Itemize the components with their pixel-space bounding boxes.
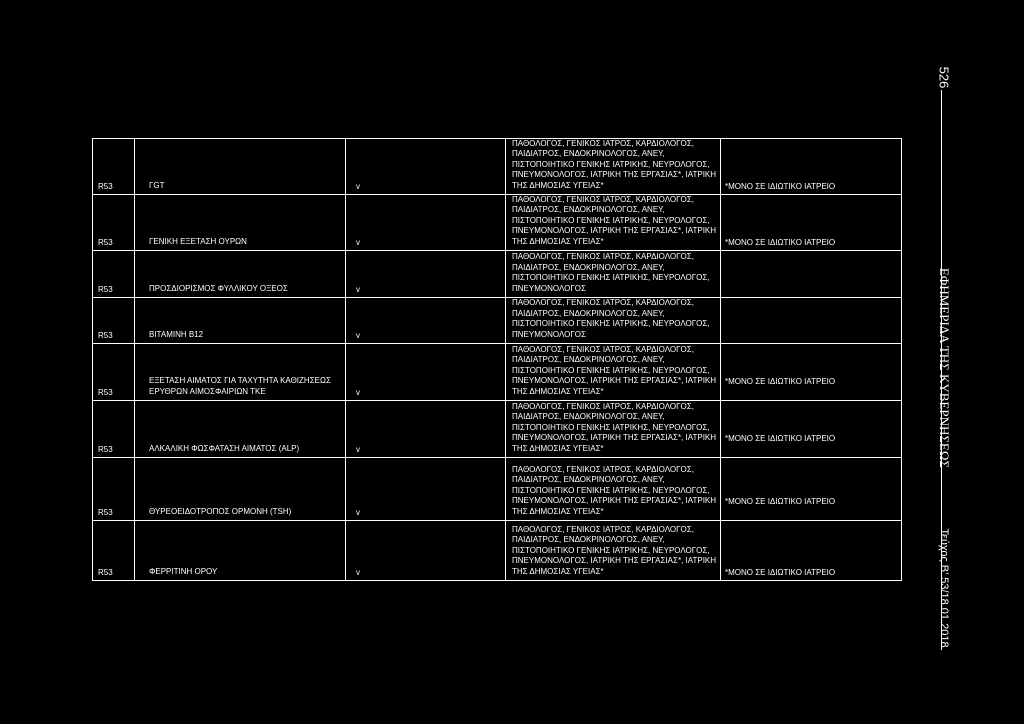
row-code: R53 xyxy=(98,331,113,340)
row-specialties: ΠΑΘΟΛΟΓΟΣ, ΓΕΝΙΚΟΣ ΙΑΤΡΟΣ, ΚΑΡΔΙΟΛΟΓΟΣ, ΠΑΙΔΙΑΤΡΟΣ, ΕΝΔΟΚΡΙΝΟΛΟΓΟΣ, ΑΝΕΥ, ΠΙΣΤΟΠΟΙΗΤΙΚΟ ΓΕΝΙΚΗΣ ΙΑΤΡΙΚΗΣ, ΝΕΥΡΟΛΟΓΟΣ, ΠΝΕΥΜΟΝΟΛΟΓΟΣ, ΙΑΤΡΙΚΗ ΤΗΣ ΕΡΓΑΣΙΑΣ*, ΙΑΤΡΙΚΗ ΤΗΣ ΔΗΜΟΣΙΑΣ ΥΓΕΙΑΣ* xyxy=(512,194,717,246)
table-row xyxy=(92,194,902,250)
row-specialties: ΠΑΘΟΛΟΓΟΣ, ΓΕΝΙΚΟΣ ΙΑΤΡΟΣ, ΚΑΡΔΙΟΛΟΓΟΣ, ΠΑΙΔΙΑΤΡΟΣ, ΕΝΔΟΚΡΙΝΟΛΟΓΟΣ, ΑΝΕΥ, ΠΙΣΤΟΠΟΙΗΤΙΚΟ ΓΕΝΙΚΗΣ ΙΑΤΡΙΚΗΣ, ΝΕΥΡΟΛΟΓΟΣ, ΠΝΕΥΜΟΝΟΛΟΓΟΣ, ΙΑΤΡΙΚΗ ΤΗΣ ΕΡΓΑΣΙΑΣ*, ΙΑΤΡΙΚΗ ΤΗΣ ΔΗΜΟΣΙΑΣ ΥΓΕΙΑΣ* xyxy=(512,401,717,453)
row-exam: ΓGT xyxy=(149,181,165,190)
row-note: *ΜΟΝΟ ΣΕ ΙΔΙΩΤΙΚΟ ΙΑΤΡΕΙΟ xyxy=(725,182,836,191)
row-exam: ΓΕΝΙΚΗ ΕΞΕΤΑΣΗ ΟΥΡΩΝ xyxy=(149,237,247,246)
row-v: v xyxy=(356,445,360,454)
row-v: v xyxy=(356,285,360,294)
row-specialties: ΠΑΘΟΛΟΓΟΣ, ΓΕΝΙΚΟΣ ΙΑΤΡΟΣ, ΚΑΡΔΙΟΛΟΓΟΣ, ΠΑΙΔΙΑΤΡΟΣ, ΕΝΔΟΚΡΙΝΟΛΟΓΟΣ, ΑΝΕΥ, ΠΙΣΤΟΠΟΙΗΤΙΚΟ ΓΕΝΙΚΗΣ ΙΑΤΡΙΚΗΣ, ΝΕΥΡΟΛΟΓΟΣ, ΠΝΕΥΜΟΝΟΛΟΓΟΣ, ΙΑΤΡΙΚΗ ΤΗΣ ΕΡΓΑΣΙΑΣ*, ΙΑΤΡΙΚΗ ΤΗΣ ΔΗΜΟΣΙΑΣ ΥΓΕΙΑΣ* xyxy=(512,524,717,576)
row-exam: ΑΛΚΑΛΙΚΗ ΦΩΣΦΑΤΑΣΗ ΑΙΜΑΤΟΣ (ALP) xyxy=(149,444,300,453)
exam-table xyxy=(92,138,902,581)
row-exam: ΕΞΕΤΑΣΗ ΑΙΜΑΤΟΣ ΓΙΑ ΤΑΧΥΤΗΤΑ ΚΑΘΙΖΗΣΕΩΣ ΕΡΥΘΡΩΝ ΑΙΜΟΣΦΑΙΡΙΩΝ ΤΚΕ xyxy=(149,376,331,396)
row-code: R53 xyxy=(98,182,113,191)
row-v: v xyxy=(356,238,360,247)
table-row xyxy=(92,343,902,400)
row-exam: ΒΙΤΑΜΙΝΗ Β12 xyxy=(149,330,204,339)
issue-label: Τεύχος Β’ 53/18.01.2018 xyxy=(938,528,950,648)
row-exam: ΦΕΡΡΙΤΙΝΗ ΟΡΟΥ xyxy=(149,567,218,576)
table-row xyxy=(92,138,902,194)
row-code: R53 xyxy=(98,285,113,294)
row-note: *ΜΟΝΟ ΣΕ ΙΔΙΩΤΙΚΟ ΙΑΤΡΕΙΟ xyxy=(725,238,836,247)
page-number: 526 xyxy=(936,66,952,89)
row-note: *ΜΟΝΟ ΣΕ ΙΔΙΩΤΙΚΟ ΙΑΤΡΕΙΟ xyxy=(725,377,836,386)
row-specialties: ΠΑΘΟΛΟΓΟΣ, ΓΕΝΙΚΟΣ ΙΑΤΡΟΣ, ΚΑΡΔΙΟΛΟΓΟΣ, ΠΑΙΔΙΑΤΡΟΣ, ΕΝΔΟΚΡΙΝΟΛΟΓΟΣ, ΑΝΕΥ, ΠΙΣΤΟΠΟΙΗΤΙΚΟ ΓΕΝΙΚΗΣ ΙΑΤΡΙΚΗΣ, ΝΕΥΡΟΛΟΓΟΣ, ΠΝΕΥΜΟΝΟΛΟΓΟΣ, ΙΑΤΡΙΚΗ ΤΗΣ ΕΡΓΑΣΙΑΣ*, ΙΑΤΡΙΚΗ ΤΗΣ ΔΗΜΟΣΙΑΣ ΥΓΕΙΑΣ* xyxy=(512,464,717,516)
table-row xyxy=(92,520,902,580)
row-exam: ΠΡΟΣΔΙΟΡΙΣΜΟΣ ΦΥΛΛΙΚΟΥ ΟΞΕΟΣ xyxy=(149,284,288,293)
row-code: R53 xyxy=(98,508,113,517)
row-v: v xyxy=(356,331,360,340)
table-rule xyxy=(92,580,902,581)
row-v: v xyxy=(356,182,360,191)
row-specialties: ΠΑΘΟΛΟΓΟΣ, ΓΕΝΙΚΟΣ ΙΑΤΡΟΣ, ΚΑΡΔΙΟΛΟΓΟΣ, ΠΑΙΔΙΑΤΡΟΣ, ΕΝΔΟΚΡΙΝΟΛΟΓΟΣ, ΑΝΕΥ, ΠΙΣΤΟΠΟΙΗΤΙΚΟ ΓΕΝΙΚΗΣ ΙΑΤΡΙΚΗΣ, ΝΕΥΡΟΛΟΓΟΣ, ΠΝΕΥΜΟΝΟΛΟΓΟΣ xyxy=(512,252,710,293)
row-exam: ΘΥΡΕΟΕΙΔΟΤΡΟΠΟΣ ΟΡΜΟΝΗ (TSH) xyxy=(149,507,292,516)
row-v: v xyxy=(356,508,360,517)
table-row xyxy=(92,250,902,297)
row-v: v xyxy=(356,388,360,397)
row-code: R53 xyxy=(98,238,113,247)
row-specialties: ΠΑΘΟΛΟΓΟΣ, ΓΕΝΙΚΟΣ ΙΑΤΡΟΣ, ΚΑΡΔΙΟΛΟΓΟΣ, ΠΑΙΔΙΑΤΡΟΣ, ΕΝΔΟΚΡΙΝΟΛΟΓΟΣ, ΑΝΕΥ, ΠΙΣΤΟΠΟΙΗΤΙΚΟ ΓΕΝΙΚΗΣ ΙΑΤΡΙΚΗΣ, ΝΕΥΡΟΛΟΓΟΣ, ΠΝΕΥΜΟΝΟΛΟΓΟΣ, ΙΑΤΡΙΚΗ ΤΗΣ ΕΡΓΑΣΙΑΣ*, ΙΑΤΡΙΚΗ ΤΗΣ ΔΗΜΟΣΙΑΣ ΥΓΕΙΑΣ* xyxy=(512,344,717,396)
table-row xyxy=(92,457,902,520)
table-row xyxy=(92,297,902,343)
row-code: R53 xyxy=(98,445,113,454)
row-note: *ΜΟΝΟ ΣΕ ΙΔΙΩΤΙΚΟ ΙΑΤΡΕΙΟ xyxy=(725,434,836,443)
row-code: R53 xyxy=(98,568,113,577)
row-specialties: ΠΑΘΟΛΟΓΟΣ, ΓΕΝΙΚΟΣ ΙΑΤΡΟΣ, ΚΑΡΔΙΟΛΟΓΟΣ, ΠΑΙΔΙΑΤΡΟΣ, ΕΝΔΟΚΡΙΝΟΛΟΓΟΣ, ΑΝΕΥ, ΠΙΣΤΟΠΟΙΗΤΙΚΟ ΓΕΝΙΚΗΣ ΙΑΤΡΙΚΗΣ, ΝΕΥΡΟΛΟΓΟΣ, ΠΝΕΥΜΟΝΟΛΟΓΟΣ xyxy=(512,298,710,339)
row-note: *ΜΟΝΟ ΣΕ ΙΔΙΩΤΙΚΟ ΙΑΤΡΕΙΟ xyxy=(725,568,836,577)
row-code: R53 xyxy=(98,388,113,397)
row-v: v xyxy=(356,568,360,577)
row-specialties: ΠΑΘΟΛΟΓΟΣ, ΓΕΝΙΚΟΣ ΙΑΤΡΟΣ, ΚΑΡΔΙΟΛΟΓΟΣ, ΠΑΙΔΙΑΤΡΟΣ, ΕΝΔΟΚΡΙΝΟΛΟΓΟΣ, ΑΝΕΥ, ΠΙΣΤΟΠΟΙΗΤΙΚΟ ΓΕΝΙΚΗΣ ΙΑΤΡΙΚΗΣ, ΝΕΥΡΟΛΟΓΟΣ, ΠΝΕΥΜΟΝΟΛΟΓΟΣ, ΙΑΤΡΙΚΗ ΤΗΣ ΕΡΓΑΣΙΑΣ*, ΙΑΤΡΙΚΗ ΤΗΣ ΔΗΜΟΣΙΑΣ ΥΓΕΙΑΣ* xyxy=(512,138,717,190)
journal-title: ΕΦΗΜΕΡΙΔΑ ΤΗΣ ΚΥΒΕΡΝΗΣΕΩΣ xyxy=(937,267,952,469)
row-note: *ΜΟΝΟ ΣΕ ΙΔΙΩΤΙΚΟ ΙΑΤΡΕΙΟ xyxy=(725,497,836,506)
table-row xyxy=(92,400,902,457)
